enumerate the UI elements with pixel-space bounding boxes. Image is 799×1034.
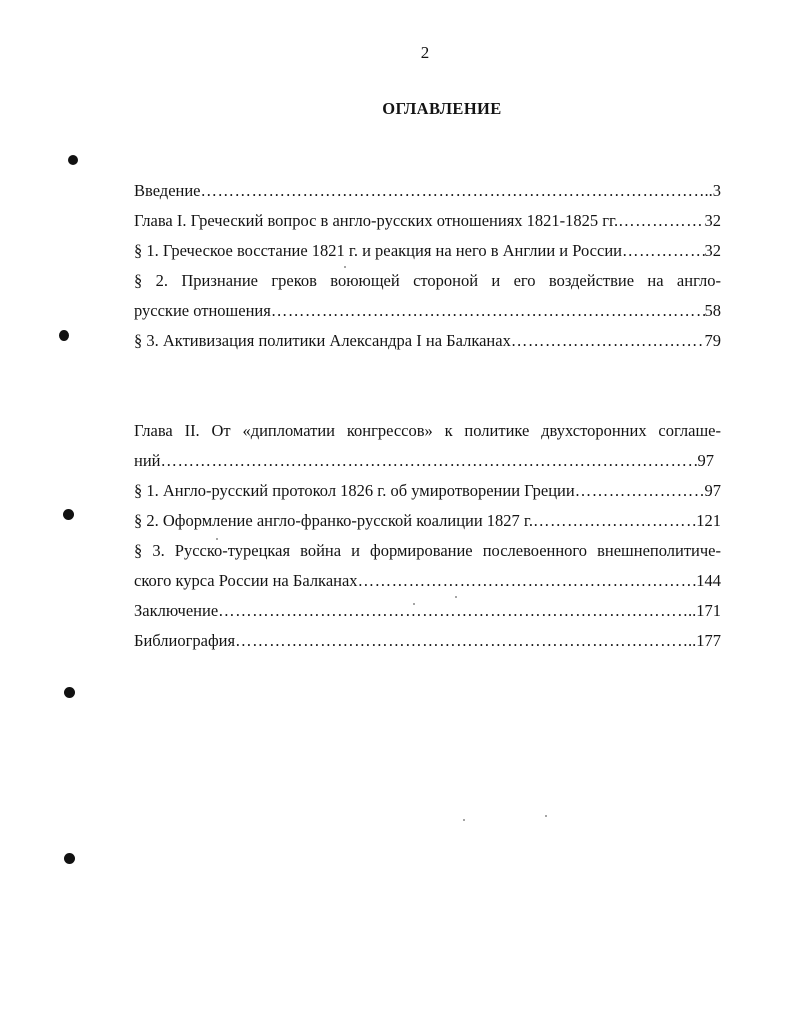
toc-page-number: 32 (704, 241, 721, 260)
toc-page-number: 97 (704, 481, 721, 500)
toc-entry-label: ний (134, 451, 161, 470)
toc-entry-conclusion[interactable] (134, 599, 721, 623)
toc-entry-label: Библиография (134, 631, 236, 650)
toc-page-number: 58 (704, 301, 721, 320)
page-title: ОГЛАВЛЕНИЕ (382, 99, 502, 118)
toc-entry-label: Введение (134, 181, 201, 200)
toc-entry-label: Глава I. Греческий вопрос в англо-русских отношениях 1821-1825 гг. (134, 211, 619, 230)
toc-page-number: ..3 (704, 181, 721, 200)
binding-hole-mark (59, 330, 69, 341)
binding-hole-mark (63, 509, 74, 520)
toc-entry-chapter-1-section-2-continued[interactable] (134, 299, 721, 323)
leader-dots (271, 299, 705, 323)
toc-page-number: 32 (704, 211, 721, 230)
binding-hole-mark (64, 853, 75, 864)
toc-entry-chapter-2-section-1[interactable] (134, 479, 721, 503)
toc-page-number: ..177 (688, 631, 721, 650)
scan-speck (455, 596, 457, 598)
page-number: 2 (420, 43, 430, 62)
leader-dots (235, 629, 688, 653)
binding-hole-mark (68, 155, 78, 165)
scan-speck (463, 819, 465, 821)
leader-dots (358, 569, 697, 593)
toc-entry-chapter-1-section-2[interactable] (134, 269, 721, 293)
leader-dots (618, 209, 704, 233)
scan-speck (545, 815, 547, 817)
scan-speck (344, 266, 346, 268)
toc-entry-chapter-2-section-3-continued[interactable] (134, 569, 721, 593)
toc-entry-label: Заключение (134, 601, 219, 620)
toc-page-number: 97 (697, 451, 714, 470)
scan-speck (413, 603, 415, 605)
leader-dots (533, 509, 696, 533)
toc-page-number: 121 (696, 511, 721, 530)
toc-entry-chapter-1-section-3[interactable] (134, 329, 721, 353)
toc-entry-label: § 1. Англо-русский протокол 1826 г. об умиротворении Греции (134, 481, 575, 500)
toc-page-number: 79 (704, 331, 721, 350)
leader-dots (161, 449, 698, 473)
toc-entry-chapter-1[interactable] (134, 209, 721, 233)
toc-entry-intro[interactable] (134, 179, 721, 203)
leader-dots (622, 239, 705, 263)
toc-entry-chapter-2[interactable] (134, 419, 721, 443)
toc-entry-chapter-1-section-1[interactable] (134, 239, 721, 263)
toc-entry-chapter-2-continued[interactable] (134, 449, 714, 473)
toc-entry-label: § 2. Оформление англо-франко-русской коалиции 1827 г. (134, 511, 533, 530)
toc-entry-chapter-2-section-2[interactable] (134, 509, 721, 533)
leader-dots (575, 479, 705, 503)
toc-entry-label: русские отношения (134, 301, 271, 320)
toc-entry-label-line-1: § 3. Русско-турецкая война и формирование послевоенного внешнеполитиче- (134, 541, 721, 560)
toc-page-number: ..171 (688, 601, 721, 620)
toc-entry-label-line-1: § 2. Признание греков воюющей стороной и его воздействие на англо- (134, 271, 721, 290)
leader-dots (511, 329, 705, 353)
toc-entry-label: § 3. Активизация политики Александра I на Балканах (134, 331, 511, 350)
binding-hole-mark (64, 687, 75, 698)
leader-dots (201, 179, 705, 203)
toc-entry-label-line-1: Глава II. От «дипломатии конгрессов» к политике двухсторонних соглаше- (134, 421, 721, 440)
leader-dots (218, 599, 688, 623)
toc-entry-label: ского курса России на Балканах (134, 571, 358, 590)
toc-entry-bibliography[interactable] (134, 629, 721, 653)
toc-entry-label: § 1. Греческое восстание 1821 г. и реакция на него в Англии и России (134, 241, 622, 260)
toc-page-number: 144 (696, 571, 721, 590)
scan-speck (216, 538, 218, 540)
toc-entry-chapter-2-section-3[interactable] (134, 539, 721, 563)
